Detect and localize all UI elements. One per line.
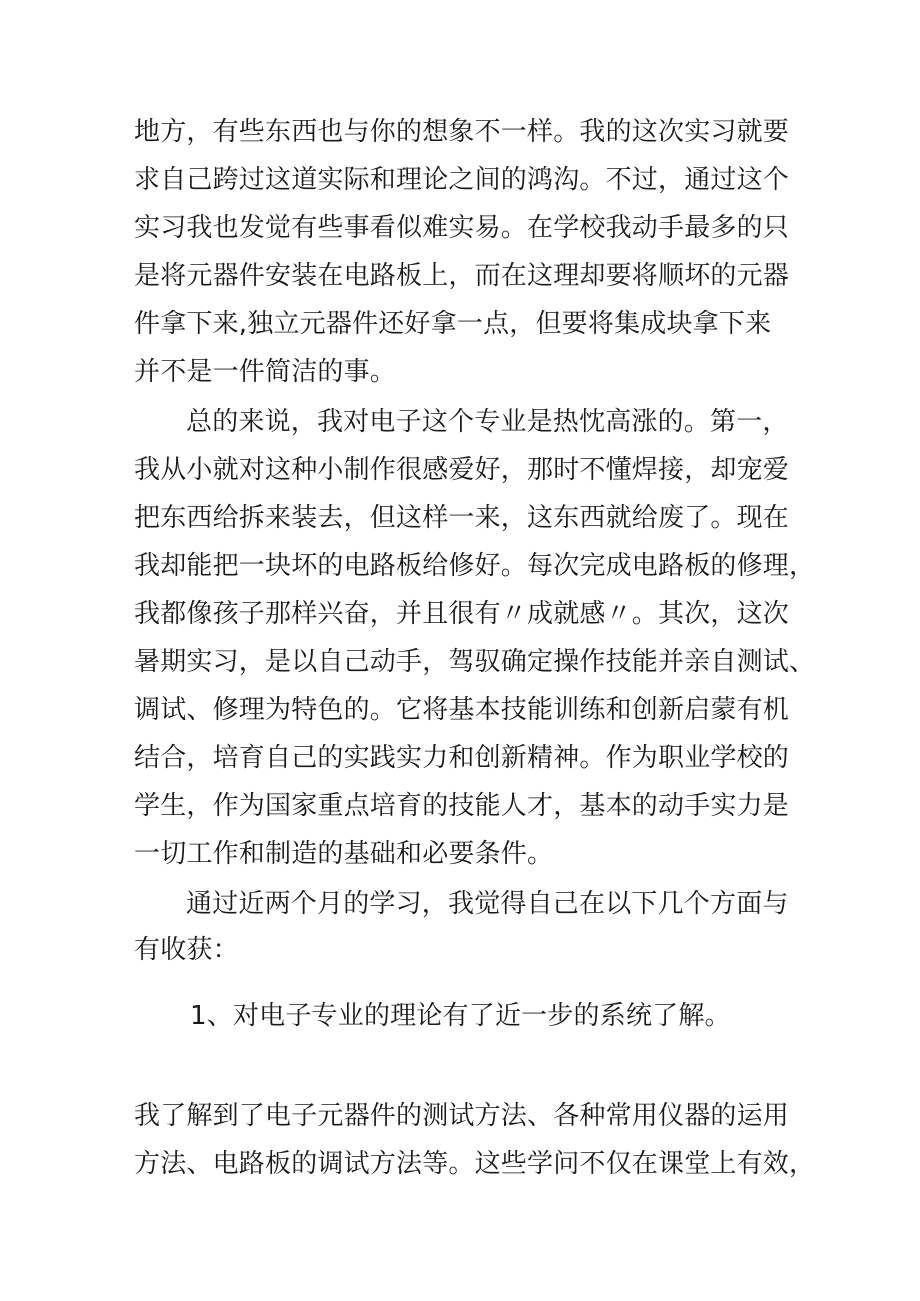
text-line: 并不是一件简洁的事。 xyxy=(134,357,397,387)
text-line: 一切工作和制造的基础和必要条件。 xyxy=(134,839,554,869)
text-line: 地方，有些东西也与你的想象不一样。我的这次实习就要 xyxy=(134,117,790,147)
text-line: 暑期实习，是以自己动手，驾驭确定操作技能并亲自测试、 xyxy=(134,647,816,677)
paragraph-first-line: 通过近两个月的学习，我觉得自己在以下几个方面与 xyxy=(186,889,789,919)
text-line: 我了解到了电子元器件的测试方法、各种常用仪器的运用 xyxy=(134,1101,790,1131)
text-line: 有收获： xyxy=(134,935,239,965)
text-line: 调试、修理为特色的。它将基本技能训练和创新启蒙有机 xyxy=(134,695,790,725)
text-line: 结合，培育自己的实践实力和创新精神。作为职业学校的 xyxy=(134,743,790,773)
text-line: 我却能把一块坏的电路板给修好。每次完成电路板的修理， xyxy=(134,551,816,581)
text-line: 学生，作为国家重点培育的技能人才，基本的动手实力是 xyxy=(134,791,790,821)
text-line: 是将元器件安装在电路板上，而在这理却要将顺坏的元器 xyxy=(134,261,790,291)
text-line: 方法、电路板的调试方法等。这些学问不仅在课堂上有效， xyxy=(134,1149,816,1179)
text-line: 件拿下来,独立元器件还好拿一点，但要将集成块拿下来 xyxy=(134,309,772,339)
text-line: 实习我也发觉有些事看似难实易。在学校我动手最多的只 xyxy=(134,213,790,243)
text-line: 我从小就对这种小制作很感爱好，那时不懂焊接，却宠爱 xyxy=(134,455,790,485)
paragraph-first-line: 总的来说，我对电子这个专业是热忱高涨的。第一， xyxy=(186,407,789,437)
numbered-item: 1、对电子专业的理论有了近一步的系统了解。 xyxy=(190,1001,731,1031)
text-line: 把东西给拆来装去，但这样一来，这东西就给废了。现在 xyxy=(134,503,790,533)
text-line: 我都像孩子那样兴奋，并且很有〃成就感〃。其次，这次 xyxy=(134,599,790,629)
text-line: 求自己跨过这道实际和理论之间的鸿沟。不过，通过这个 xyxy=(134,165,790,195)
